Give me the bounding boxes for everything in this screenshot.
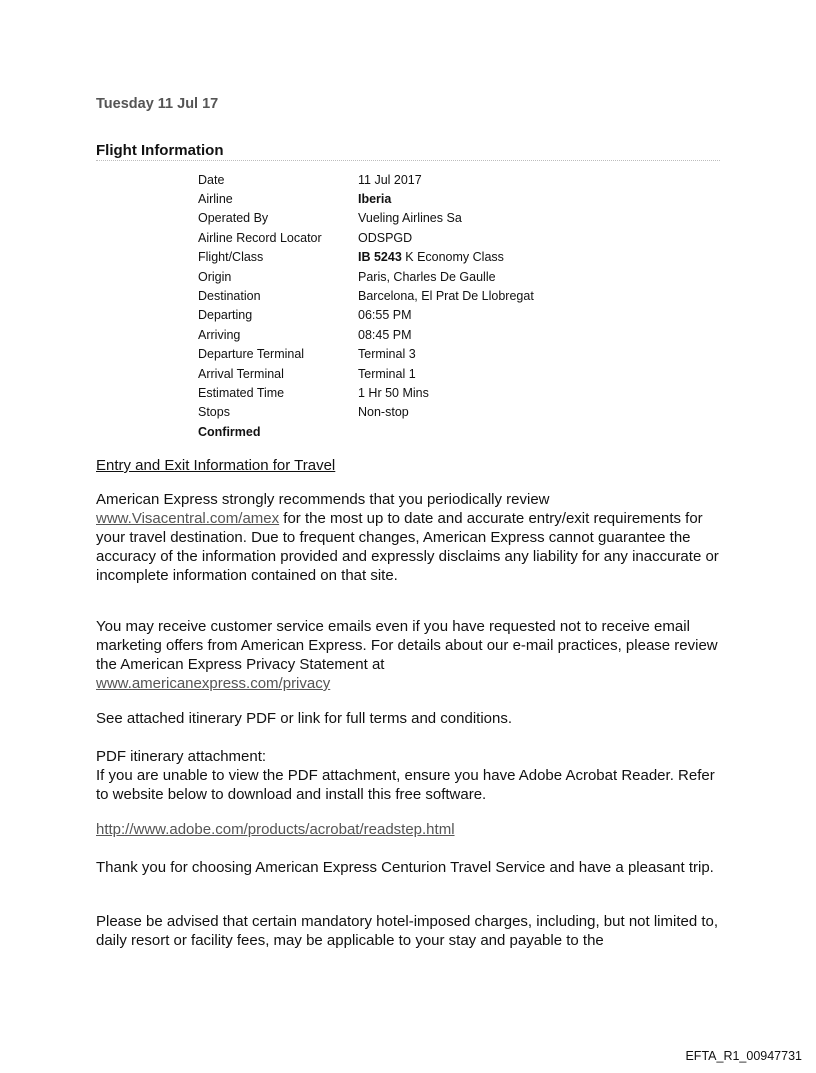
row-value [358, 189, 534, 208]
flight-row-flight-class [198, 248, 534, 267]
visacentral-link[interactable]: www.Visacentral.com/amex [96, 510, 280, 527]
booking-status: Confirmed [198, 424, 261, 439]
entry-exit-heading: Entry and Exit Information for Travel [96, 457, 336, 474]
entry-exit-intro: American Express strongly recommends that you periodically review [96, 491, 550, 508]
row-value: Terminal 1 [358, 366, 416, 381]
row-label: Arriving [198, 327, 241, 342]
pdf-section [96, 747, 726, 804]
adobe-link[interactable]: http://www.adobe.com/products/acrobat/readstep.html [96, 821, 455, 838]
privacy-paragraph [96, 617, 726, 693]
flight-row-departure-terminal [198, 345, 534, 364]
privacy-section [96, 617, 726, 693]
row-value: Barcelona, El Prat De Llobregat [358, 289, 534, 304]
row-value: ODSPGD [358, 230, 413, 245]
row-label: Airline [198, 192, 233, 207]
flight-row-stops [198, 403, 534, 422]
row-label: Operated By [198, 211, 269, 226]
flight-row-estimated-time [198, 383, 534, 402]
adobe-link-block [96, 820, 726, 839]
pdf-instructions: If you are unable to view the PDF attachment, ensure you have Adobe Acrobat Reader. Refer to website below to download and install this free software. [96, 767, 715, 803]
row-label: Destination [198, 289, 261, 304]
row-value: 06:55 PM [358, 308, 412, 323]
terms-note: See attached itinerary PDF or link for full terms and conditions. [96, 710, 513, 727]
flight-row-date [198, 170, 534, 189]
entry-exit-section [96, 456, 726, 585]
row-value [358, 248, 534, 267]
flight-class: K Economy Class [401, 250, 504, 265]
flight-row-airline [198, 189, 534, 208]
privacy-link[interactable]: www.americanexpress.com/privacy [96, 675, 331, 692]
thanks-message: Thank you for choosing American Express Centurion Travel Service and have a pleasant trip. [96, 859, 714, 876]
row-value: 08:45 PM [358, 327, 412, 342]
entry-exit-body: for the most up to date and accurate entry/exit requirements for your travel destination. Due to frequent changes, American Express cannot guarantee the accuracy of the information provided and expressly disclaims any liability for any inaccurate or incomplete information contained on that site. [96, 510, 719, 584]
airline-name: Iberia [358, 192, 392, 207]
flight-row-departing [198, 306, 534, 325]
flight-row-operated-by [198, 209, 534, 228]
row-label: Departure Terminal [198, 347, 305, 362]
row-label: Origin [198, 269, 232, 284]
row-label: Date [198, 172, 225, 187]
flight-row-arriving [198, 325, 534, 344]
flight-row-origin [198, 267, 534, 286]
row-label: Airline Record Locator [198, 230, 322, 245]
hotel-notice: Please be advised that certain mandatory hotel-imposed charges, including, but not limited to, daily resort or facility fees, may be applicable to your stay and payable to the [96, 913, 719, 949]
row-value: Vueling Airlines Sa [358, 211, 462, 226]
flight-row-arrival-terminal [198, 364, 534, 383]
row-value: Terminal 3 [358, 347, 416, 362]
row-label: Estimated Time [198, 385, 285, 400]
row-label: Flight/Class [198, 250, 264, 265]
flight-row-destination [198, 286, 534, 305]
flight-info-title: Flight Information [96, 142, 720, 161]
privacy-text: You may receive customer service emails even if you have requested not to receive email marketing offers from American Express. For details about our e-mail practices, please review the American Express Privacy Statement at [96, 618, 718, 673]
flight-details-table [198, 170, 534, 441]
document-id: EFTA_R1_00947731 [685, 1049, 802, 1063]
pdf-attachment-label: PDF itinerary attachment: [96, 748, 267, 765]
itinerary-date-heading: Tuesday 11 Jul 17 [96, 96, 219, 112]
row-label: Stops [198, 405, 230, 420]
row-value: Paris, Charles De Gaulle [358, 269, 496, 284]
flight-row-status [198, 422, 534, 441]
row-value: 11 Jul 2017 [358, 172, 422, 187]
row-value: Non-stop [358, 405, 409, 420]
entry-exit-paragraph [96, 490, 726, 585]
row-label: Departing [198, 308, 253, 323]
row-value: 1 Hr 50 Mins [358, 385, 429, 400]
flight-number: IB 5243 [358, 250, 402, 265]
row-label: Arrival Terminal [198, 366, 284, 381]
flight-row-record-locator [198, 228, 534, 247]
